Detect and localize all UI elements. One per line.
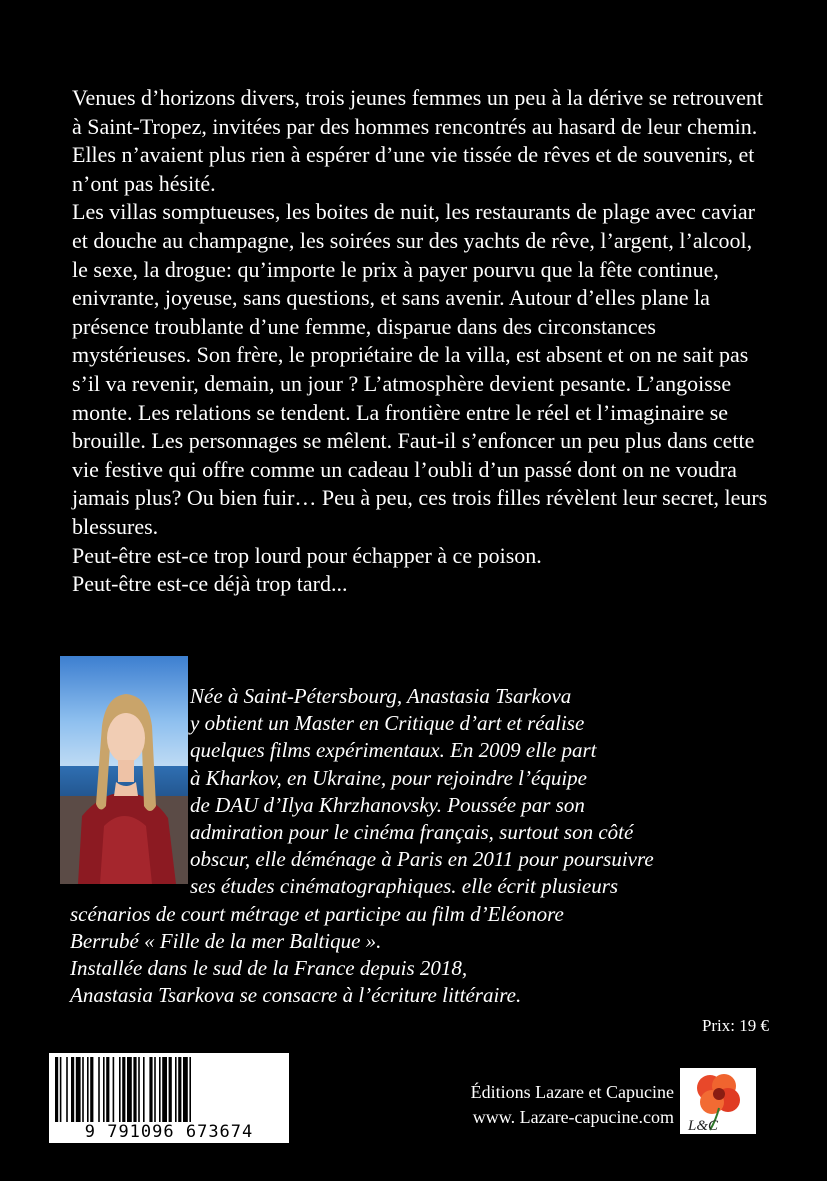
publisher-name: Éditions Lazare et Capucine (470, 1082, 674, 1102)
synopsis-paragraph: Venues d’horizons divers, trois jeunes femmes un peu à la dérive se retrouvent à Saint-Tropez, invitées par des hommes rencontrés au hasard de leur chemin. Elles n’avaient plus rien à espérer d’une vie tissée de rêves et de souvenirs, et n’ont pas hésité. (72, 85, 763, 196)
barcode-bar (175, 1057, 177, 1123)
barcode-bar (133, 1057, 136, 1123)
barcode-bar (154, 1057, 156, 1123)
barcode-bar (183, 1057, 188, 1123)
barcode-bar (71, 1057, 74, 1123)
barcode-bar (98, 1057, 100, 1123)
barcode-bar (87, 1057, 89, 1123)
bio-line: y obtient un Master en Critique d’art et réalise (190, 711, 585, 736)
author-bio (70, 683, 770, 1009)
synopsis-paragraph: Peut-être est-ce trop lourd pour échapper à ce poison. (72, 542, 542, 568)
barcode-bar (60, 1057, 62, 1123)
barcode-bar (127, 1057, 132, 1123)
barcode-bar (66, 1057, 68, 1123)
bio-line: Née à Saint-Pétersbourg, Anastasia Tsarkova (190, 684, 572, 708)
barcode-bar (90, 1057, 93, 1123)
bio-line: obscur, elle déménage à Paris en 2011 pour poursuivre (190, 847, 654, 872)
barcode-bar (76, 1057, 81, 1123)
barcode-bar (106, 1057, 109, 1123)
barcode-bar (119, 1057, 121, 1123)
bio-line: à Kharkov, en Ukraine, pour rejoindre l’équipe (190, 765, 587, 790)
barcode-bar (162, 1057, 167, 1123)
bio-line: de DAU d’Ilya Khrzhanovsky. Poussée par son (190, 792, 585, 817)
publisher-info (471, 1080, 674, 1130)
bio-line: quelques films expérimentaux. En 2009 elle part (190, 738, 597, 763)
bio-line: ses études cinématographiques. elle écrit plusieurs (190, 874, 619, 899)
bio-line: Berrubé « Fille de la mer Baltique ». (70, 928, 382, 953)
publisher-logo (680, 1068, 756, 1134)
barcode-bar (55, 1057, 58, 1123)
publisher-website: www. Lazare-capucine.com (472, 1107, 674, 1127)
bio-line: Anastasia Tsarkova se consacre à l’écriture littéraire. (70, 983, 522, 1008)
barcode-bar (149, 1057, 152, 1123)
bio-line: Installée dans le sud de la France depuis 2018, (70, 956, 468, 981)
barcode-bar (143, 1057, 145, 1123)
barcode-bar (189, 1057, 191, 1123)
barcode-bar (138, 1057, 140, 1123)
barcode-bar (103, 1057, 105, 1123)
barcode-bar (178, 1057, 181, 1123)
barcode-bar (113, 1057, 115, 1123)
barcode-digits: 9 791096 673674 (49, 1122, 289, 1142)
barcode-bar (82, 1057, 84, 1123)
barcode-bar (122, 1057, 125, 1123)
barcode-bar (159, 1057, 161, 1123)
logo-letters: L&C (688, 1118, 719, 1134)
price-label: Prix: 19 € (701, 1016, 769, 1035)
synopsis-paragraph: Peut-être est-ce déjà trop tard... (72, 571, 348, 597)
barcode-bar (169, 1057, 172, 1123)
synopsis-text (72, 84, 772, 599)
bio-line: scénarios de court métrage et participe au film d’Eléonore (70, 901, 564, 926)
isbn-barcode (49, 1053, 289, 1143)
synopsis-paragraph: Les villas somptueuses, les boites de nuit, les restaurants de plage avec caviar et douche au champagne, les soirées sur des yachts de rêve, l’argent, l’alcool, le sexe, la drogue: qu’importe le prix à payer pourvu que la fête continue, enivrante, joyeuse, sans questions, et sans avenir. Autour d’elles plane la présence troublante d’une femme, disparue dans des circonstances mystérieuses. Son frère, le propriétaire de la villa, est absent et on ne sait pas s’il va revenir, demain, un jour ? L’atmosphère devient pesante. L’angoisse monte. Les relations se tendent. La frontière entre le réel et l’imaginaire se brouille. Les personnages se mêlent. Faut-il s’enfoncer un peu plus dans cette vie festive qui offre comme un cadeau l’oubli d’un passé dont on ne voudra jamais plus? Ou bien fuir… Peu à peu, ces trois filles révèlent leur secret, leurs blessures. (72, 199, 768, 539)
bio-line: admiration pour le cinéma français, surtout son côté (190, 820, 634, 845)
